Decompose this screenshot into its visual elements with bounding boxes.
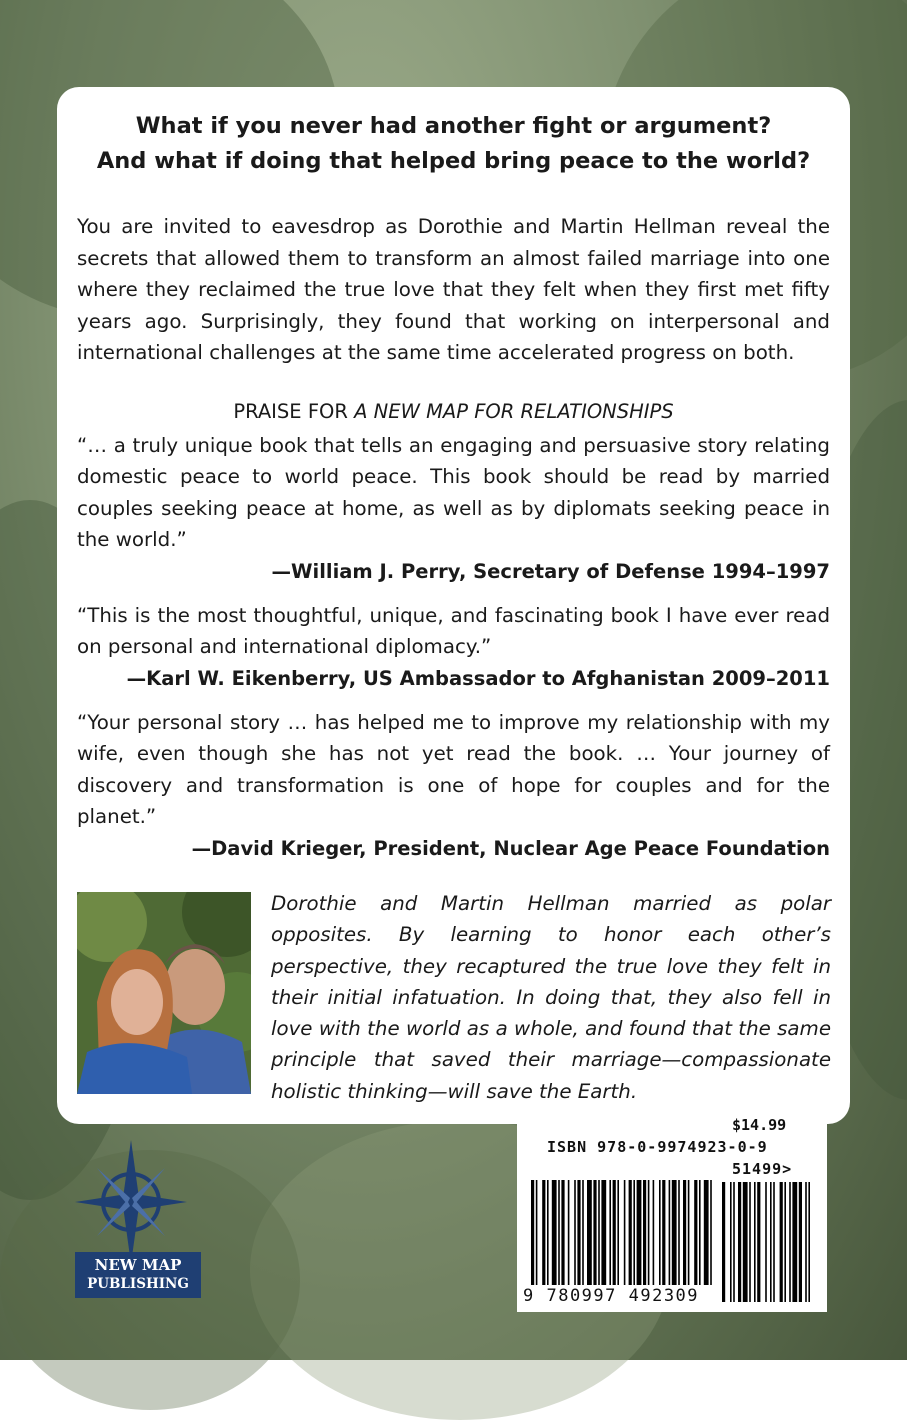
publisher-logo: [75, 1140, 205, 1300]
isbn-label: ISBN 978-0-9974923-0-9: [547, 1138, 768, 1156]
praise-quote: “Your personal story … has helped me to improve my relationship with my wife, even though she has not yet read the book. … Your journey of discovery and transformation is one of hope for couples and for the planet.”: [77, 710, 830, 828]
praise-heading-prefix: PRAISE FOR: [233, 399, 355, 423]
praise-heading-book-title: A NEW MAP FOR RELATIONSHIPS: [354, 399, 674, 423]
publisher-name-line-2: PUBLISHING: [87, 1276, 189, 1292]
back-cover-panel: [57, 87, 850, 1124]
author-photo: [77, 892, 251, 1094]
praise-attribution: —William J. Perry, Secretary of Defense 1994–1997: [271, 559, 830, 583]
headline-line-2: And what if doing that helped bring peace to the world?: [96, 148, 811, 174]
author-bio: Dorothie and Martin Hellman married as polar opposites. By learning to honor each other’s perspective, they recaptured the true love they felt in their initial infatuation. In doing that, they also fell in love with the world as a whole, and found that the same principle that saved their marriage—compassionate holistic thinking—will save the Earth.: [271, 892, 831, 1103]
headline: [77, 109, 830, 179]
praise-heading: [77, 398, 830, 426]
price-addon-code: 51499>: [732, 1160, 793, 1178]
headline-line-1: What if you never had another fight or argument?: [135, 113, 772, 139]
ean-digits: 9 780997 492309: [523, 1286, 700, 1306]
barcode-bars: [517, 1110, 827, 1312]
isbn-barcode: [517, 1110, 827, 1312]
praise-quote: “This is the most thoughtful, unique, and fascinating book I have ever read on personal and international diplomacy.”: [77, 603, 830, 658]
intro-paragraph: You are invited to eavesdrop as Dorothie and Martin Hellman reveal the secrets that allowed them to transform an almost failed marriage into one where they reclaimed the true love that they felt when they first met fifty years ago. Surprisingly, they found that working on interpersonal and international challenges at the same time accelerated progress on both.: [77, 215, 830, 364]
praise-quote: “… a truly unique book that tells an engaging and persuasive story relating domestic peace to world peace. This book should be read by married couples seeking peace at home, as well as by diplomats seeking peace in the world.”: [77, 433, 830, 551]
praise-attribution: —Karl W. Eikenberry, US Ambassador to Afghanistan 2009–2011: [126, 666, 830, 690]
praise-attribution: —David Krieger, President, Nuclear Age Peace Foundation: [191, 836, 830, 860]
publisher-name-line-1: NEW MAP: [94, 1256, 182, 1274]
price-label: $14.99: [732, 1116, 787, 1134]
